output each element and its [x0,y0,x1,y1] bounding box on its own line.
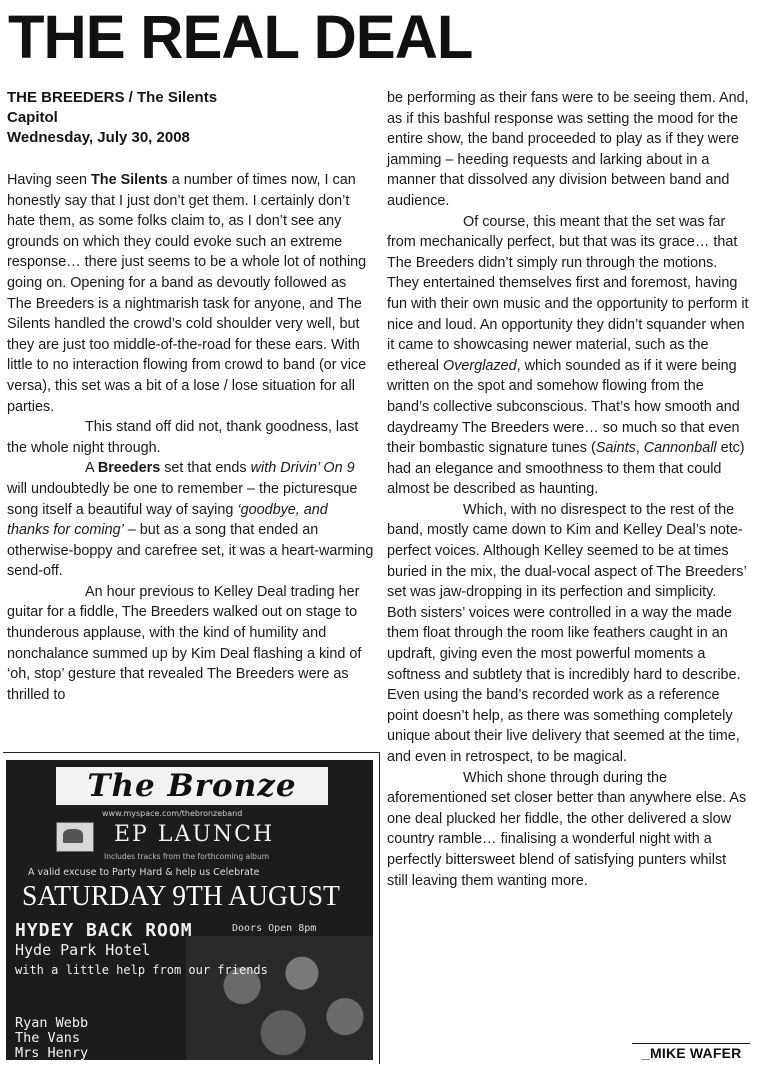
text-run: – but as a song that ended an otherwise-boppy and carefree set, it was a heart-warming send-off. [7,522,374,580]
ad-with-friends: with a little help from our friends [15,963,268,977]
text-run: Which shone through during the aforementioned set closer better than anywhere else. As one deal plucked her fiddle, the other delivered a slow country ramble… finalising a wonderful night with a perfectly bittersweet blend of satisfying punters whilst still leaving them wanting more. [387,769,747,889]
byline: _MIKE WAFER [642,1045,742,1061]
ad-hotel: Hyde Park Hotel [15,941,151,959]
ad-act: Mrs Henry [15,1045,89,1060]
ad-act: The Vans [15,1030,81,1046]
paragraph [7,458,374,582]
italic-text: Overglazed [443,357,517,374]
text-run: be performing as their fans were to be seeing them. And, as if this bashful response was setting the mood for the entire show, the band proceeded to play as if they were jamming – heeding requests and larking about in a manner that dissolved any division between band and audience. [387,90,749,209]
text-run: Which, with no disrespect to the rest of the band, mostly came down to Kim and Kelley Deal’s note-perfect voices. Although Kelley seemed to be at times buried in the mix, the dual-vocal aspect of The Breeders’ set was jaw-dropping in its perfection and simplicity. Both sisters’ voices were controlled in a way the made them float through the room like feathers caught in an updraft, giving even the most powerful moments a softness and subtlety that is incredibly hard to describe. Even using the band’s recorded work as a reference point doesn’t help, as there was something completely unique about their live delivery that seemed at the time, and even in retrospect, to be magical. [387,501,747,765]
byline-rule [632,1043,750,1044]
text-run: A [85,460,98,477]
advertisement [6,760,373,1060]
review-meta [7,88,374,148]
ad-thumbnail-image [56,822,94,852]
italic-text: ‘goodbye, and thanks for coming’ [7,501,328,539]
ad-url: www.myspace.com/thebronzeband [102,809,243,818]
text-run: , which sounded as if it were being written on the spot and somehow flowing from the band’s collective subconscious. That’s how smooth and daydreamy The Breeders were… so much so that even their bombastic signature tunes ( [387,357,740,457]
left-column-text [7,170,374,832]
review-date: Wednesday, July 30, 2008 [7,129,190,146]
ad-venue: HYDEY BACK ROOM [15,920,193,941]
ad-band-photo [186,936,373,1060]
text-run: Of course, this meant that the set was far from mechanically perfect, but that was its grace… that The Breeders didn’t simply run through the motions. They entertained themselves first and foremost, having fun with their own music and the opportunity to perform it nice and loud. An opportunity they didn’t squander when it came to showcasing newer material, such as the ethereal [387,213,749,374]
ad-includes: Includes tracks from the forthcoming album [104,852,270,861]
paragraph [387,500,749,768]
ad-band-name: The Bronze [56,767,328,805]
article-column-right [387,88,749,891]
text-run: a number of times now, I can honestly say that I just don’t get them. I certainly don’t hate them, as some folks claim to, as I don’t see any grounds on which they could evoke such an extreme response… there just seems to be a whole lot of nothing going on. Opening for a band as devoutly followed as The Breeders is a nightmarish task for anyone, and The Silents handled the crowd’s cold shoulder very well, but they are just too middle-of-the-road for these ears. With little to no interaction flowing from crowd to band (or vice versa), this set was a bit of a lose / lose situation for all parties. [7,172,367,415]
text-run: set that ends [160,460,251,477]
italic-text: Cannonball [643,440,717,457]
italic-text: Saints [595,440,636,457]
paragraph [387,212,749,500]
headline: THE REAL DEAL [8,3,473,71]
ad-act: Ryan Webb [15,1015,89,1031]
text-run: , [635,440,644,457]
italic-text: with Drivin’ On 9 [250,460,355,477]
bold-text: Breeders [97,460,161,477]
paragraph [387,88,749,212]
article-column-left [7,88,374,832]
text-run: This stand off did not, thank goodness, last the whole night through. [7,419,359,456]
text-run: An hour previous to Kelley Deal trading her guitar for a fiddle, The Breeders walked out on stage to thunderous applause, with the kind of humility and nonchalance summed up by Kim Deal flashing a kind of ‘oh, stop’ gesture that revealed The Breeders were as thrilled to [7,583,362,703]
paragraph [7,582,374,706]
ad-date: SATURDAY 9TH AUGUST [22,880,340,912]
text-run: will undoubtedly be one to remember – the picturesque song itself a beautiful way of saying [7,480,358,518]
review-bands: THE BREEDERS / The Silents [7,89,218,106]
paragraph [7,170,374,417]
text-run: Having seen [7,172,91,188]
ad-doors: Doors Open 8pm [232,923,317,934]
text-run: etc) had an elegance and smoothness to them that could almost be described as haunting. [387,440,745,498]
review-venue: Capitol [7,109,58,126]
paragraph [387,768,749,892]
bold-text: The Silents [91,172,168,188]
ad-excuse: A valid excuse to Party Hard & help us Celebrate [28,867,260,878]
ad-event: EP LAUNCH [114,822,275,847]
paragraph [7,417,374,458]
